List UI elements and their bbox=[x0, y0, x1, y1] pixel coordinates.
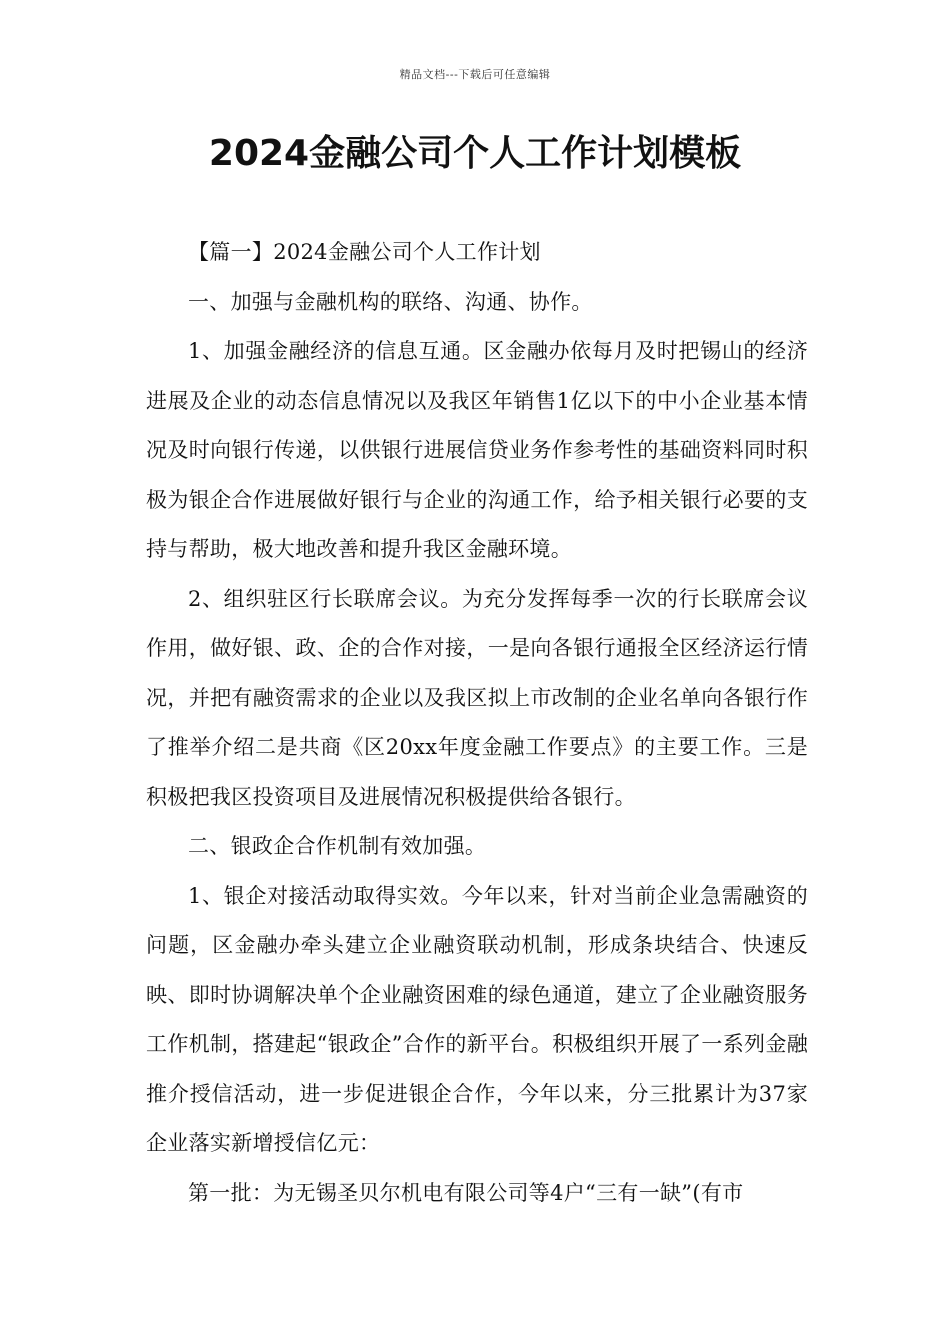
paragraph-heading-1: 一、加强与金融机构的联络、沟通、协作。 bbox=[188, 289, 593, 314]
paragraph-section-heading: 【篇一】2024金融公司个人工作计划 bbox=[188, 240, 541, 264]
paragraph-item-1-1: 1、加强金融经济的信息互通。区金融办依每月及时把锡山的经济进展及企业的动态信息情况以及我区年销售1亿以下的中小企业基本情况及时向银行传递，以供银行进展信贷业务作参考性的基础资料同时积极为银企合作进展做好银行与企业的沟通工作，给予相关银行必要的支持与帮助，极大地改善和提升我区金融环境。 bbox=[146, 339, 808, 561]
paragraph-heading-2: 二、银政企合作机制有效加强。 bbox=[188, 834, 487, 858]
header-note: 精品文档---下载后可任意编辑 bbox=[399, 68, 551, 81]
document-title: 2024金融公司个人工作计划模板 bbox=[208, 133, 742, 174]
paragraph-batch-1: 第一批：为无锡圣贝尔机电有限公司等4户“三有一缺”(有市 bbox=[188, 1180, 744, 1205]
paragraph-item-2-1: 1、银企对接活动取得实效。今年以来，针对当前企业急需融资的问题，区金融办牵头建立企业融资联动机制，形成条块结合、快速反映、即时协调解决单个企业融资困难的绿色通道，建立了企业融资服务工作机制，搭建起“银政企”合作的新平台。积极组织开展了一系列金融推介授信活动，进一步促进银企合作，今年以来，分三批累计为37家企业落实新增授信亿元： bbox=[146, 883, 808, 1155]
document-body bbox=[146, 228, 808, 1218]
paragraph-item-1-2: 2、组织驻区行长联席会议。为充分发挥每季一次的行长联席会议作用，做好银、政、企的合作对接，一是向各银行通报全区经济运行情况，并把有融资需求的企业以及我区拟上市改制的企业名单向各银行作了推举介绍二是共商《区20xx年度金融工作要点》的主要工作。三是积极把我区投资项目及进展情况积极提供给各银行。 bbox=[146, 586, 808, 809]
